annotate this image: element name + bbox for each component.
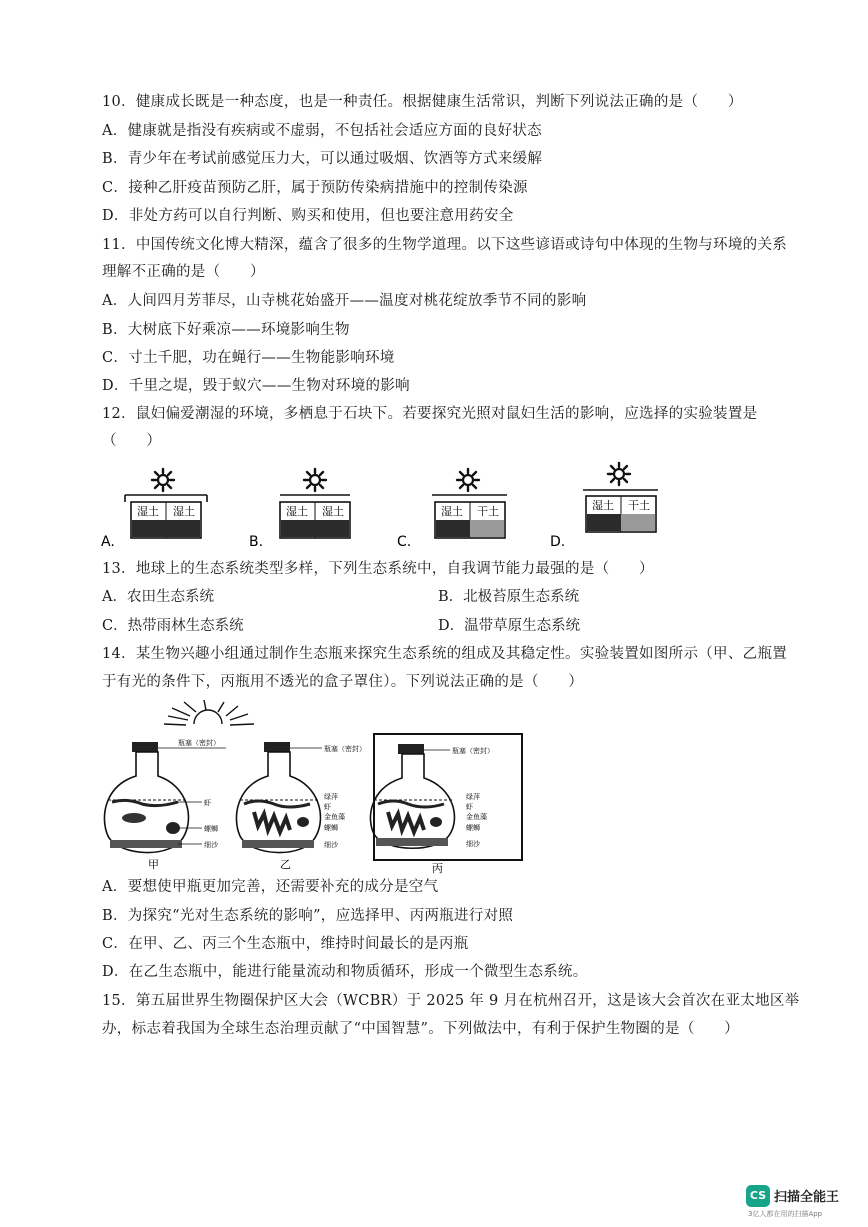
q10-option-a: A．健康就是指没有疾病或不虚弱，不包括社会适应方面的良好状态 — [102, 123, 542, 139]
q14-option-b: B．为探究“光对生态系统的影响”，应选择甲、丙两瓶进行对照 — [102, 908, 514, 924]
scanner-watermark — [746, 1183, 846, 1219]
camscanner-logo-icon: CS — [746, 1185, 770, 1207]
q10-option-c: C．接种乙肝疫苗预防乙肝，属于预防传染病措施中的控制传染源 — [102, 180, 528, 196]
q11-stem-line1: 11．中国传统文化博大精深，蕴含了很多的生物学道理。以下这些谚语或诗句中体现的生物与环境的关系 — [102, 237, 788, 253]
q13-option-d: D．温带草原生态系统 — [438, 618, 581, 634]
q11-stem-line2: 理解不正确的是（ ） — [102, 264, 265, 280]
q13-stem: 13．地球上的生态系统类型多样，下列生态系统中，自我调节能力最强的是（ ） — [102, 561, 654, 577]
bottle-yi — [236, 742, 366, 871]
bing-label-hornwort: 金鱼藻 — [466, 813, 487, 821]
bing-label-shrimp: 虾 — [466, 803, 473, 811]
q14-eco-bottles-figure — [98, 700, 528, 876]
bing-label-duckweed: 绿萍 — [466, 793, 480, 801]
yi-label-stopper: 瓶塞（密封） — [324, 745, 366, 753]
bing-label-sand: 细沙 — [466, 840, 480, 848]
q11-option-a: A．人间四月芳菲尽，山寺桃花始盛开——温度对桃花绽放季节不同的影响 — [102, 293, 587, 309]
yi-label-hornwort: 金鱼藻 — [324, 813, 345, 821]
bing-label-stopper: 瓶塞（密封） — [452, 747, 494, 755]
yi-label-duckweed: 绿萍 — [324, 793, 338, 801]
jia-label-snail: 螺蛳 — [204, 825, 218, 833]
q14-option-a: A．要想使甲瓶更加完善，还需要补充的成分是空气 — [102, 879, 439, 895]
yi-label-sand: 细沙 — [324, 841, 338, 849]
bing-label-snail: 螺蛳 — [466, 824, 480, 832]
yi-name: 乙 — [280, 858, 291, 871]
q15-stem-line1: 15．第五届世界生物圈保护区大会（WCBR）于 2025 年 9 月在杭州召开，这是该大会首次在亚太地区举 — [102, 993, 800, 1009]
q12-device-a — [101, 469, 207, 550]
q11-option-d: D．千里之堤，毁于蚁穴——生物对环境的影响 — [102, 378, 410, 394]
q10-option-b: B．青少年在考试前感觉压力大，可以通过吸烟、饮酒等方式来缓解 — [102, 151, 543, 167]
bottle-bing — [370, 734, 522, 875]
q12-c-left-soil: 湿土 — [441, 505, 463, 518]
q12-d-right-soil: 干土 — [628, 499, 650, 512]
q12-c-right-soil: 干土 — [477, 505, 499, 518]
q12-a-label: A. — [101, 534, 115, 550]
jia-label-shrimp: 虾 — [204, 799, 211, 807]
watermark-tagline: 3亿人都在用的扫描App — [748, 1210, 823, 1218]
watermark-app-name: 扫描全能王 — [774, 1190, 840, 1205]
jia-label-stopper: 瓶塞（密封） — [178, 739, 220, 747]
q10-stem: 10．健康成长既是一种态度，也是一种责任。根据健康生活常识，判断下列说法正确的是（ ） — [102, 94, 743, 110]
q12-b-right-soil: 湿土 — [322, 505, 344, 518]
q12-a-right-soil: 湿土 — [173, 505, 195, 518]
q12-devices-figure — [95, 458, 675, 550]
q11-option-b: B．大树底下好乘凉——环境影响生物 — [102, 322, 350, 338]
bottle-jia — [104, 738, 226, 871]
q14-option-c: C．在甲、乙、丙三个生态瓶中，维持时间最长的是丙瓶 — [102, 936, 469, 952]
bing-name: 丙 — [432, 862, 443, 875]
q12-stem: 12．鼠妇偏爱潮湿的环境，多栖息于石块下。若要探究光照对鼠妇生活的影响，应选择的实验装置是 — [102, 406, 758, 422]
q12-b-label: B. — [249, 534, 264, 550]
q14-stem-line2: 于有光的条件下，丙瓶用不透光的盒子罩住）。下列说法正确的是（ ） — [102, 674, 584, 690]
jia-name: 甲 — [148, 858, 159, 871]
q12-device-c — [397, 469, 507, 550]
q12-c-label: C. — [397, 534, 412, 550]
q13-option-a: A．农田生态系统 — [102, 589, 214, 605]
yi-label-snail: 螺蛳 — [324, 824, 338, 832]
q12-blank: （ ） — [102, 433, 162, 449]
q14-stem-line1: 14．某生物兴趣小组通过制作生态瓶来探究生态系统的组成及其稳定性。实验装置如图所示（甲、乙瓶置 — [102, 646, 788, 662]
q12-d-label: D. — [550, 534, 566, 550]
q12-d-left-soil: 湿土 — [592, 499, 614, 512]
yi-label-shrimp: 虾 — [324, 803, 331, 811]
q13-option-b: B．北极苔原生态系统 — [438, 589, 580, 605]
jia-label-sand: 细沙 — [204, 841, 218, 849]
q12-b-left-soil: 湿土 — [286, 505, 308, 518]
q10-option-d: D．非处方药可以自行判断、购买和使用，但也要注意用药安全 — [102, 208, 514, 224]
q12-device-b — [249, 469, 350, 550]
q12-a-left-soil: 湿土 — [137, 505, 159, 518]
q11-option-c: C．寸土千肥，功在蝇行——生物能影响环境 — [102, 350, 395, 366]
sun-icon — [164, 700, 254, 725]
q13-option-c: C．热带雨林生态系统 — [102, 618, 244, 634]
q14-option-d: D．在乙生态瓶中，能进行能量流动和物质循环，形成一个微型生态系统。 — [102, 964, 588, 980]
q12-device-d — [550, 463, 658, 550]
q15-stem-line2: 办，标志着我国为全球生态治理贡献了“中国智慧”。下列做法中，有利于保护生物圈的是（ ） — [102, 1021, 740, 1037]
